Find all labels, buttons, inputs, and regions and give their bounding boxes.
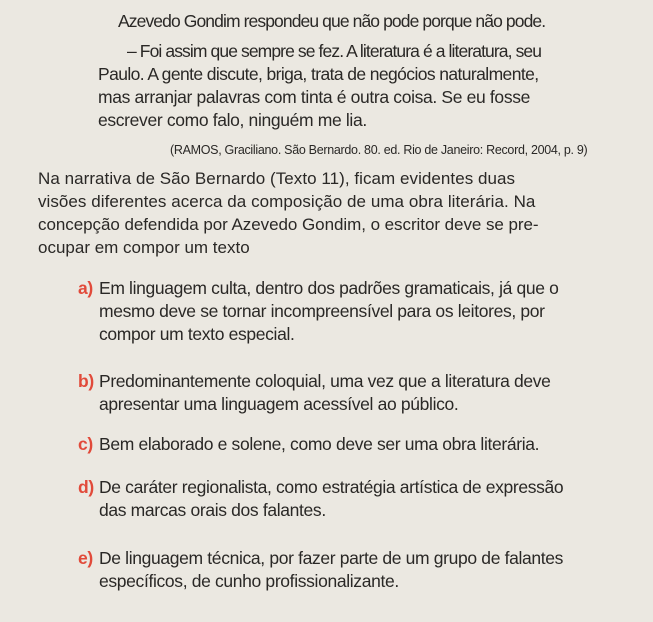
option-line: Bem elaborado e solene, como deve ser uma obra literária.: [99, 434, 540, 454]
option-line: mesmo deve se tornar incompreensível para os leitores, por: [99, 301, 545, 321]
option-line: Predominantemente coloquial, uma vez que a literatura deve: [99, 371, 551, 391]
quote-line: Azevedo Gondim respondeu que não pode porque não pode.: [118, 11, 546, 31]
question-line: visões diferentes acerca da composição de uma obra literária. Na: [38, 192, 536, 211]
question-line: Na narrativa de São Bernardo (Texto 11), ficam evidentes duas: [38, 169, 516, 188]
option-line: compor um texto especial.: [99, 324, 295, 344]
option-letter: d): [78, 477, 94, 497]
quote-line: Paulo. A gente discute, briga, trata de negócios naturalmente,: [98, 64, 539, 84]
option-line: apresentar uma linguagem acessível ao público.: [99, 394, 459, 414]
quote-line: mas arranjar palavras com tinta é outra coisa. Se eu fosse: [98, 87, 531, 107]
option-line: específicos, de cunho profissionalizante.: [99, 571, 399, 591]
question-line: concepção defendida por Azevedo Gondim, o escritor deve se pre-: [38, 215, 539, 234]
option-letter: b): [78, 371, 94, 391]
quote-line: – Foi assim que sempre se fez. A literatura é a literatura, seu: [127, 41, 542, 61]
option-line: De caráter regionalista, como estratégia artística de expressão: [99, 477, 564, 497]
option-letter: e): [78, 548, 93, 568]
option-letter: a): [78, 278, 93, 298]
option-line: De linguagem técnica, por fazer parte de um grupo de falantes: [99, 548, 564, 568]
citation: (RAMOS, Graciliano. São Bernardo. 80. ed. Rio de Janeiro: Record, 2004, p. 9): [170, 143, 588, 157]
option-line: das marcas orais dos falantes.: [99, 500, 326, 520]
option-line: Em linguagem culta, dentro dos padrões gramaticais, já que o: [99, 278, 559, 298]
quote-line: escrever como falo, ninguém me lia.: [98, 110, 367, 130]
option-letter: c): [78, 434, 93, 454]
question-line: ocupar em compor um texto: [38, 238, 250, 257]
